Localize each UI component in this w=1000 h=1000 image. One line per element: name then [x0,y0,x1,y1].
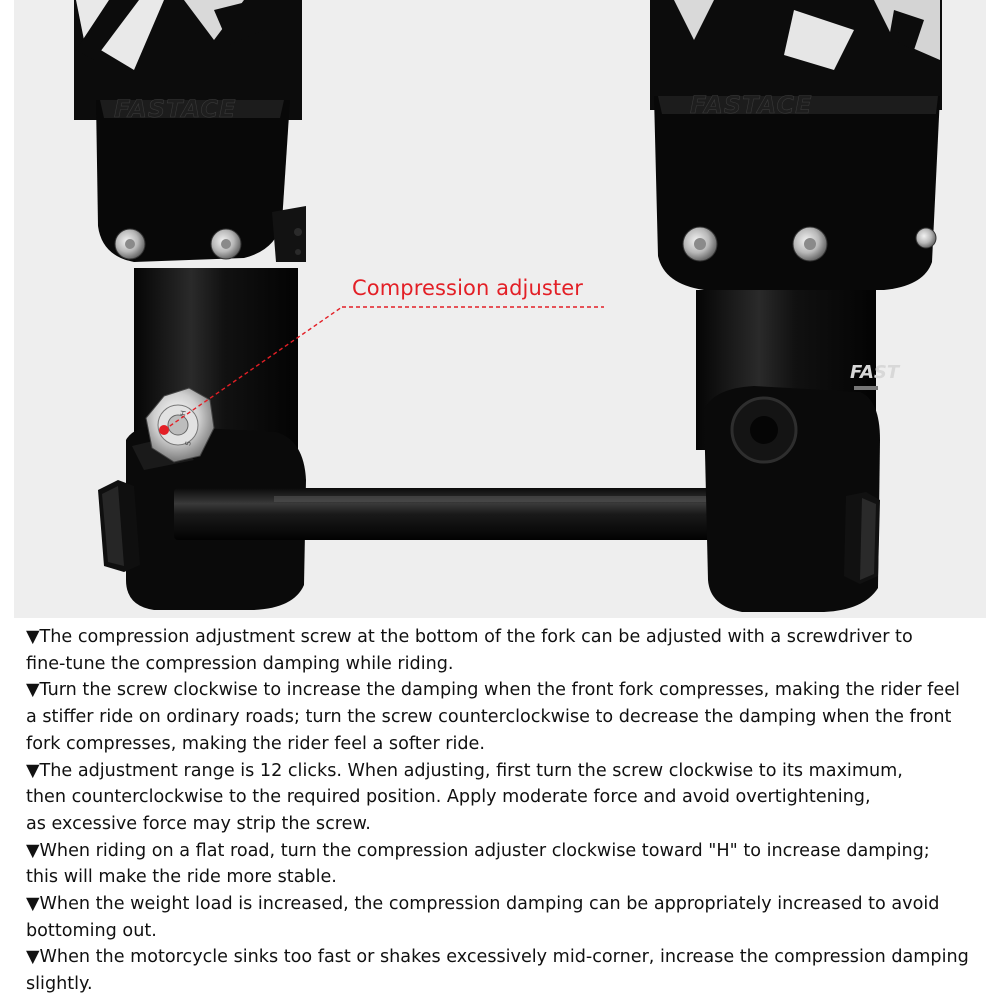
description-line: ▼When riding on a flat road, turn the compression adjuster clockwise toward "H" to increase damping; [26,840,930,861]
compression-adjuster-label: Compression adjuster [352,276,584,300]
description-line: ▼When the motorcycle sinks too fast or shakes excessively mid-corner, increase the compression damping [26,947,969,968]
description-line: fine-tune the compression damping while riding. [26,653,454,674]
callout-dot [159,425,169,435]
description-line: ▼The adjustment range is 12 clicks. When adjusting, first turn the screw clockwise to its maximum, [26,760,903,781]
right-leg-logo: FAST [850,362,900,383]
right-logo-mark: FASTACE [690,91,813,119]
description-line: then counterclockwise to the required position. Apply moderate force and avoid overtightening, [26,787,871,808]
description-text [26,624,992,998]
description-line: ▼When the weight load is increased, the compression damping can be appropriately increased to avoid [26,894,940,915]
description-line: this will make the ride more stable. [26,867,337,888]
description-line: bottoming out. [26,920,157,941]
description-line: ▼Turn the screw clockwise to increase the damping when the front fork compresses, making the rider feel [26,680,960,701]
product-photo [14,0,986,618]
description-line: fork compresses, making the rider feel a softer ride. [26,733,485,754]
adjuster-mark-s: S [184,440,193,447]
adjuster-mark-h: H [179,409,188,417]
description-line: as excessive force may strip the screw. [26,813,371,834]
left-logo-mark: FASTACE [114,95,237,123]
axle [174,488,744,540]
description-line: slightly. [26,974,93,995]
description-line: a stiffer ride on ordinary roads; turn the screw counterclockwise to decrease the damping when the front [26,707,952,728]
description-line: ▼The compression adjustment screw at the bottom of the fork can be adjusted with a screwdriver to [26,627,913,647]
